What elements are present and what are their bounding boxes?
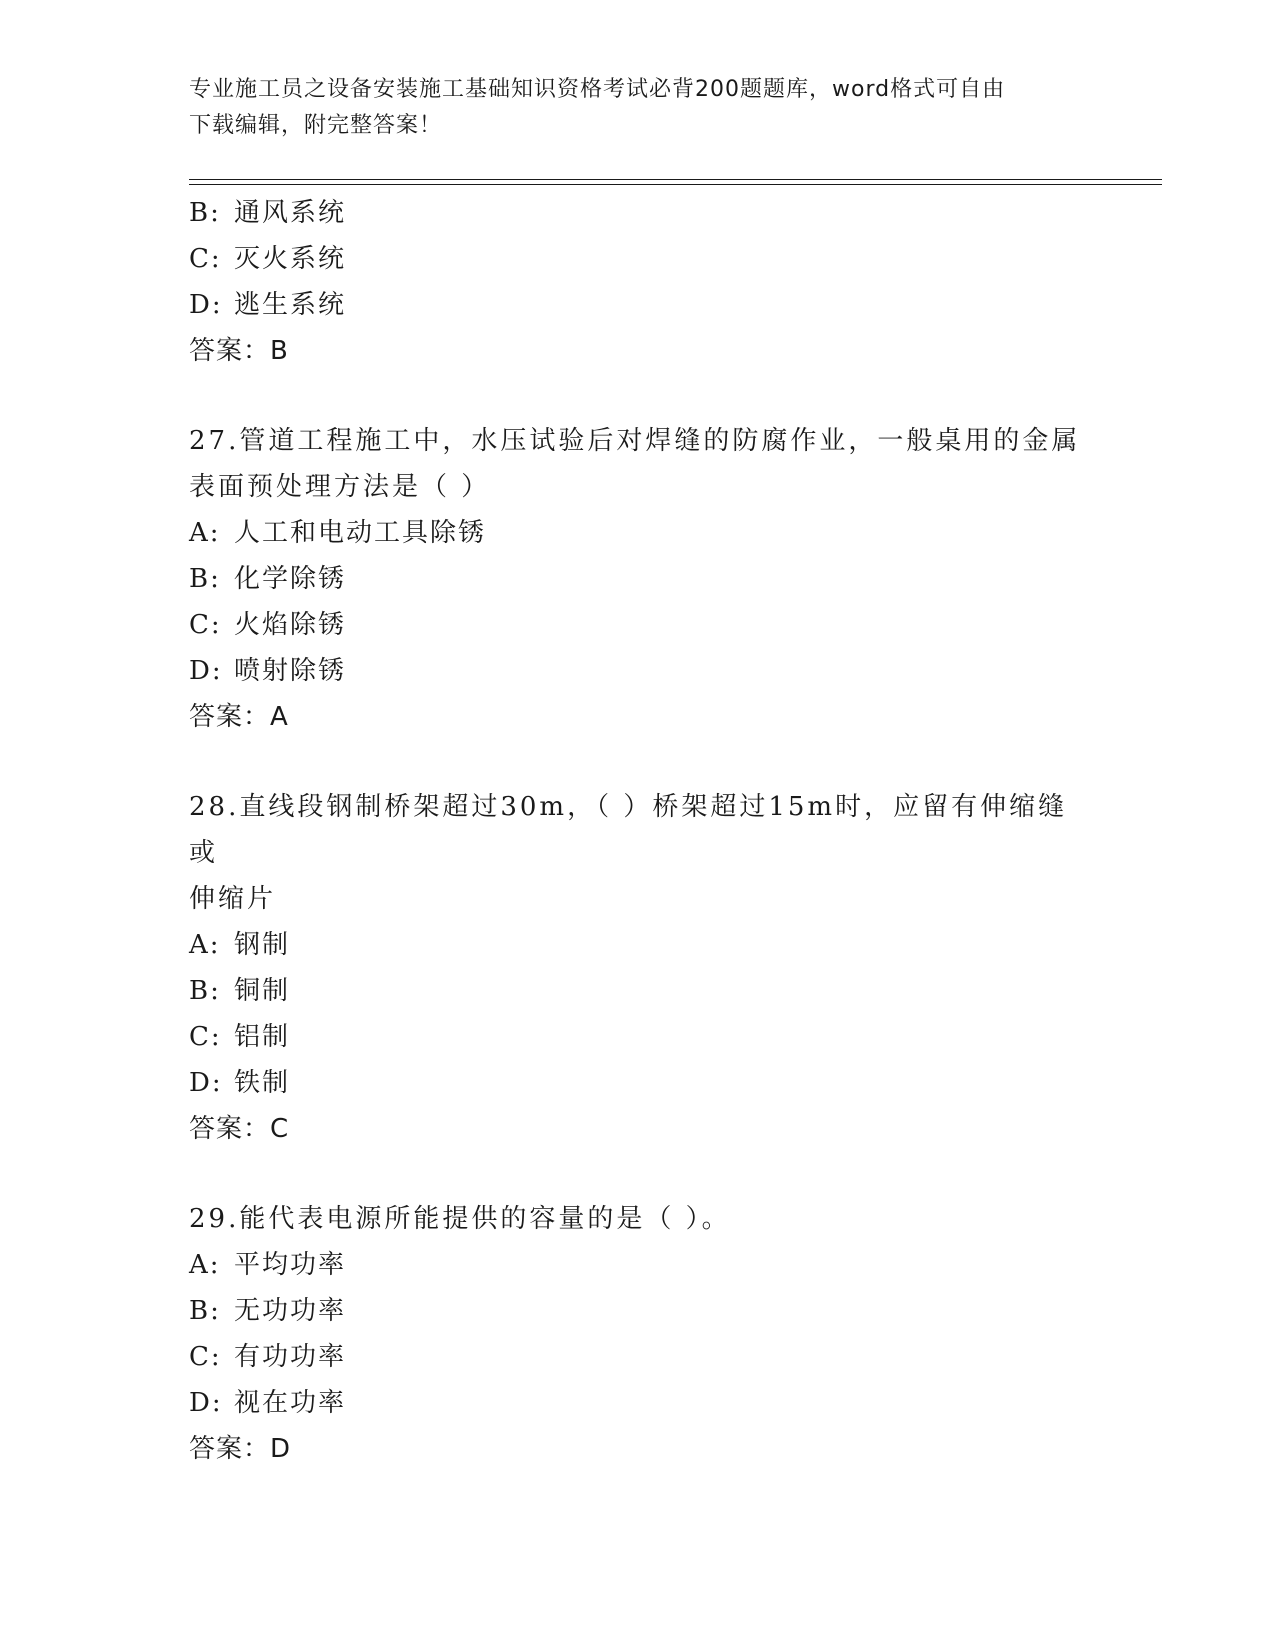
- option-label: C:: [189, 1342, 222, 1372]
- option-b: [189, 1288, 1089, 1334]
- option-label: B:: [189, 1296, 221, 1326]
- option-c: [189, 1014, 1089, 1060]
- question-27-block: [189, 418, 1089, 740]
- option-text: 钢制: [234, 930, 291, 960]
- question-29-block: [189, 1196, 1089, 1472]
- option-label: C:: [189, 1022, 222, 1052]
- header-line-2: 下载编辑，附完整答案！: [189, 113, 443, 138]
- document-header: [189, 72, 1089, 144]
- option-a: [189, 1242, 1089, 1288]
- option-d: [189, 282, 1089, 328]
- option-a: [189, 510, 1089, 556]
- answer-line: 答案：D: [189, 1434, 292, 1464]
- option-label: D:: [189, 290, 223, 320]
- option-b: [189, 556, 1089, 602]
- option-label: D:: [189, 656, 223, 686]
- answer-line: 答案：A: [189, 702, 289, 732]
- option-text: 灭火系统: [234, 244, 347, 274]
- option-c: [189, 602, 1089, 648]
- option-label: B:: [189, 976, 221, 1006]
- option-b: [189, 190, 1089, 236]
- option-label: D:: [189, 1388, 223, 1418]
- question-text-line: 27.管道工程施工中，水压试验后对焊缝的防腐作业，一般桌用的金属: [189, 426, 1081, 456]
- question-list: [189, 190, 1089, 1472]
- option-text: 化学除锈: [234, 564, 347, 594]
- question-28-block: [189, 784, 1089, 1152]
- question-27-text: [189, 418, 1089, 510]
- option-label: A:: [189, 930, 221, 960]
- prev-question-block: [189, 190, 1089, 374]
- option-text: 视在功率: [234, 1388, 347, 1418]
- header-line-1: 专业施工员之设备安装施工基础知识资格考试必背200题题库，word格式可自由: [189, 77, 1006, 102]
- option-label: C:: [189, 610, 222, 640]
- question-text-line: 29.能代表电源所能提供的容量的是（ ）。: [189, 1204, 731, 1234]
- option-text: 平均功率: [234, 1250, 347, 1280]
- option-a: [189, 922, 1089, 968]
- answer-line: 答案：B: [189, 336, 289, 366]
- option-text: 无功功率: [234, 1296, 347, 1326]
- option-c: [189, 236, 1089, 282]
- option-d: [189, 648, 1089, 694]
- option-text: 铁制: [234, 1068, 291, 1098]
- question-text-line: 28.直线段钢制桥架超过30m，（ ）桥架超过15m时，应留有伸缩缝或: [189, 792, 1068, 868]
- option-text: 铜制: [234, 976, 291, 1006]
- option-label: C:: [189, 244, 222, 274]
- question-29-text: [189, 1196, 1089, 1242]
- answer-line: 答案：C: [189, 1114, 290, 1144]
- option-label: B:: [189, 198, 221, 228]
- option-text: 喷射除锈: [234, 656, 347, 686]
- option-d: [189, 1380, 1089, 1426]
- question-text-line: 伸缩片: [189, 884, 277, 914]
- option-label: A:: [189, 1250, 221, 1280]
- question-text-line: 表面预处理方法是（ ）: [189, 472, 491, 502]
- option-text: 通风系统: [234, 198, 347, 228]
- question-28-text: [189, 784, 1089, 922]
- option-label: D:: [189, 1068, 223, 1098]
- option-text: 火焰除锈: [234, 610, 347, 640]
- option-text: 有功功率: [234, 1342, 347, 1372]
- option-text: 逃生系统: [234, 290, 347, 320]
- option-c: [189, 1334, 1089, 1380]
- option-b: [189, 968, 1089, 1014]
- option-d: [189, 1060, 1089, 1106]
- option-text: 人工和电动工具除锈: [234, 518, 487, 548]
- option-text: 铝制: [234, 1022, 291, 1052]
- header-divider-bottom: [189, 184, 1162, 185]
- option-label: A:: [189, 518, 221, 548]
- header-divider-top: [189, 179, 1162, 180]
- option-label: B:: [189, 564, 221, 594]
